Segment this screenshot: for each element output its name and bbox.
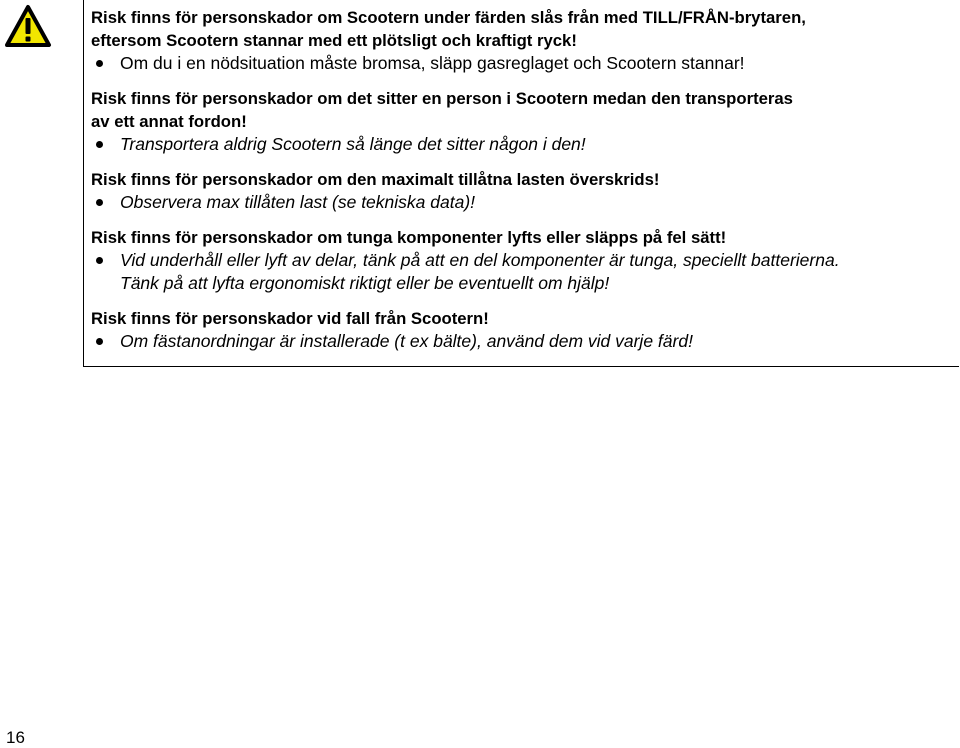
bullet-dot bbox=[96, 60, 103, 67]
warning-triangle-icon bbox=[4, 4, 52, 48]
bullet-dot bbox=[96, 257, 103, 264]
warning-block bbox=[91, 87, 953, 156]
bottom-border-line bbox=[83, 366, 959, 367]
bullet-dot bbox=[96, 141, 103, 148]
warning-heading bbox=[91, 6, 953, 52]
bullet-line: Observera max tillåten last (se tekniska data)! bbox=[120, 192, 476, 212]
bullet-line: Om fästanordningar är installerade (t ex bälte), använd dem vid varje färd! bbox=[120, 331, 693, 351]
bullet-line: Tänk på att lyfta ergonomiskt riktigt eller be eventuellt om hjälp! bbox=[120, 273, 610, 293]
warning-heading bbox=[91, 226, 953, 249]
bullet-item bbox=[91, 133, 953, 156]
bullet-dot bbox=[96, 338, 103, 345]
bullet-line: Vid underhåll eller lyft av delar, tänk på att en del komponenter är tunga, speciellt batterierna. bbox=[120, 250, 840, 270]
heading-line: eftersom Scootern stannar med ett plötsligt och kraftigt ryck! bbox=[91, 31, 577, 50]
bullet-line: Om du i en nödsituation måste bromsa, släpp gasreglaget och Scootern stannar! bbox=[120, 53, 745, 73]
heading-line: Risk finns för personskador om den maximalt tillåtna lasten överskrids! bbox=[91, 170, 660, 189]
bullet-item bbox=[91, 249, 953, 295]
warning-block bbox=[91, 226, 953, 295]
left-border-line bbox=[83, 0, 84, 366]
bullet-line: Transportera aldrig Scootern så länge det sitter någon i den! bbox=[120, 134, 586, 154]
warning-heading bbox=[91, 307, 953, 330]
bullet-dot bbox=[96, 199, 103, 206]
bullet-item bbox=[91, 52, 953, 75]
heading-line: av ett annat fordon! bbox=[91, 112, 247, 131]
warning-heading bbox=[91, 87, 953, 133]
bullet-item bbox=[91, 330, 953, 353]
heading-line: Risk finns för personskador om tunga komponenter lyfts eller släpps på fel sätt! bbox=[91, 228, 727, 247]
warning-block bbox=[91, 307, 953, 353]
heading-line: Risk finns för personskador vid fall från Scootern! bbox=[91, 309, 489, 328]
bullet-item bbox=[91, 191, 953, 214]
heading-line: Risk finns för personskador om Scootern under färden slås från med TILL/FRÅN-brytaren, bbox=[91, 8, 806, 27]
page-number: 16 bbox=[6, 728, 25, 747]
warning-heading bbox=[91, 168, 953, 191]
warning-block bbox=[91, 168, 953, 214]
heading-line: Risk finns för personskador om det sitter en person i Scootern medan den transporteras bbox=[91, 89, 793, 108]
warning-block bbox=[91, 6, 953, 75]
warning-list bbox=[91, 6, 953, 365]
